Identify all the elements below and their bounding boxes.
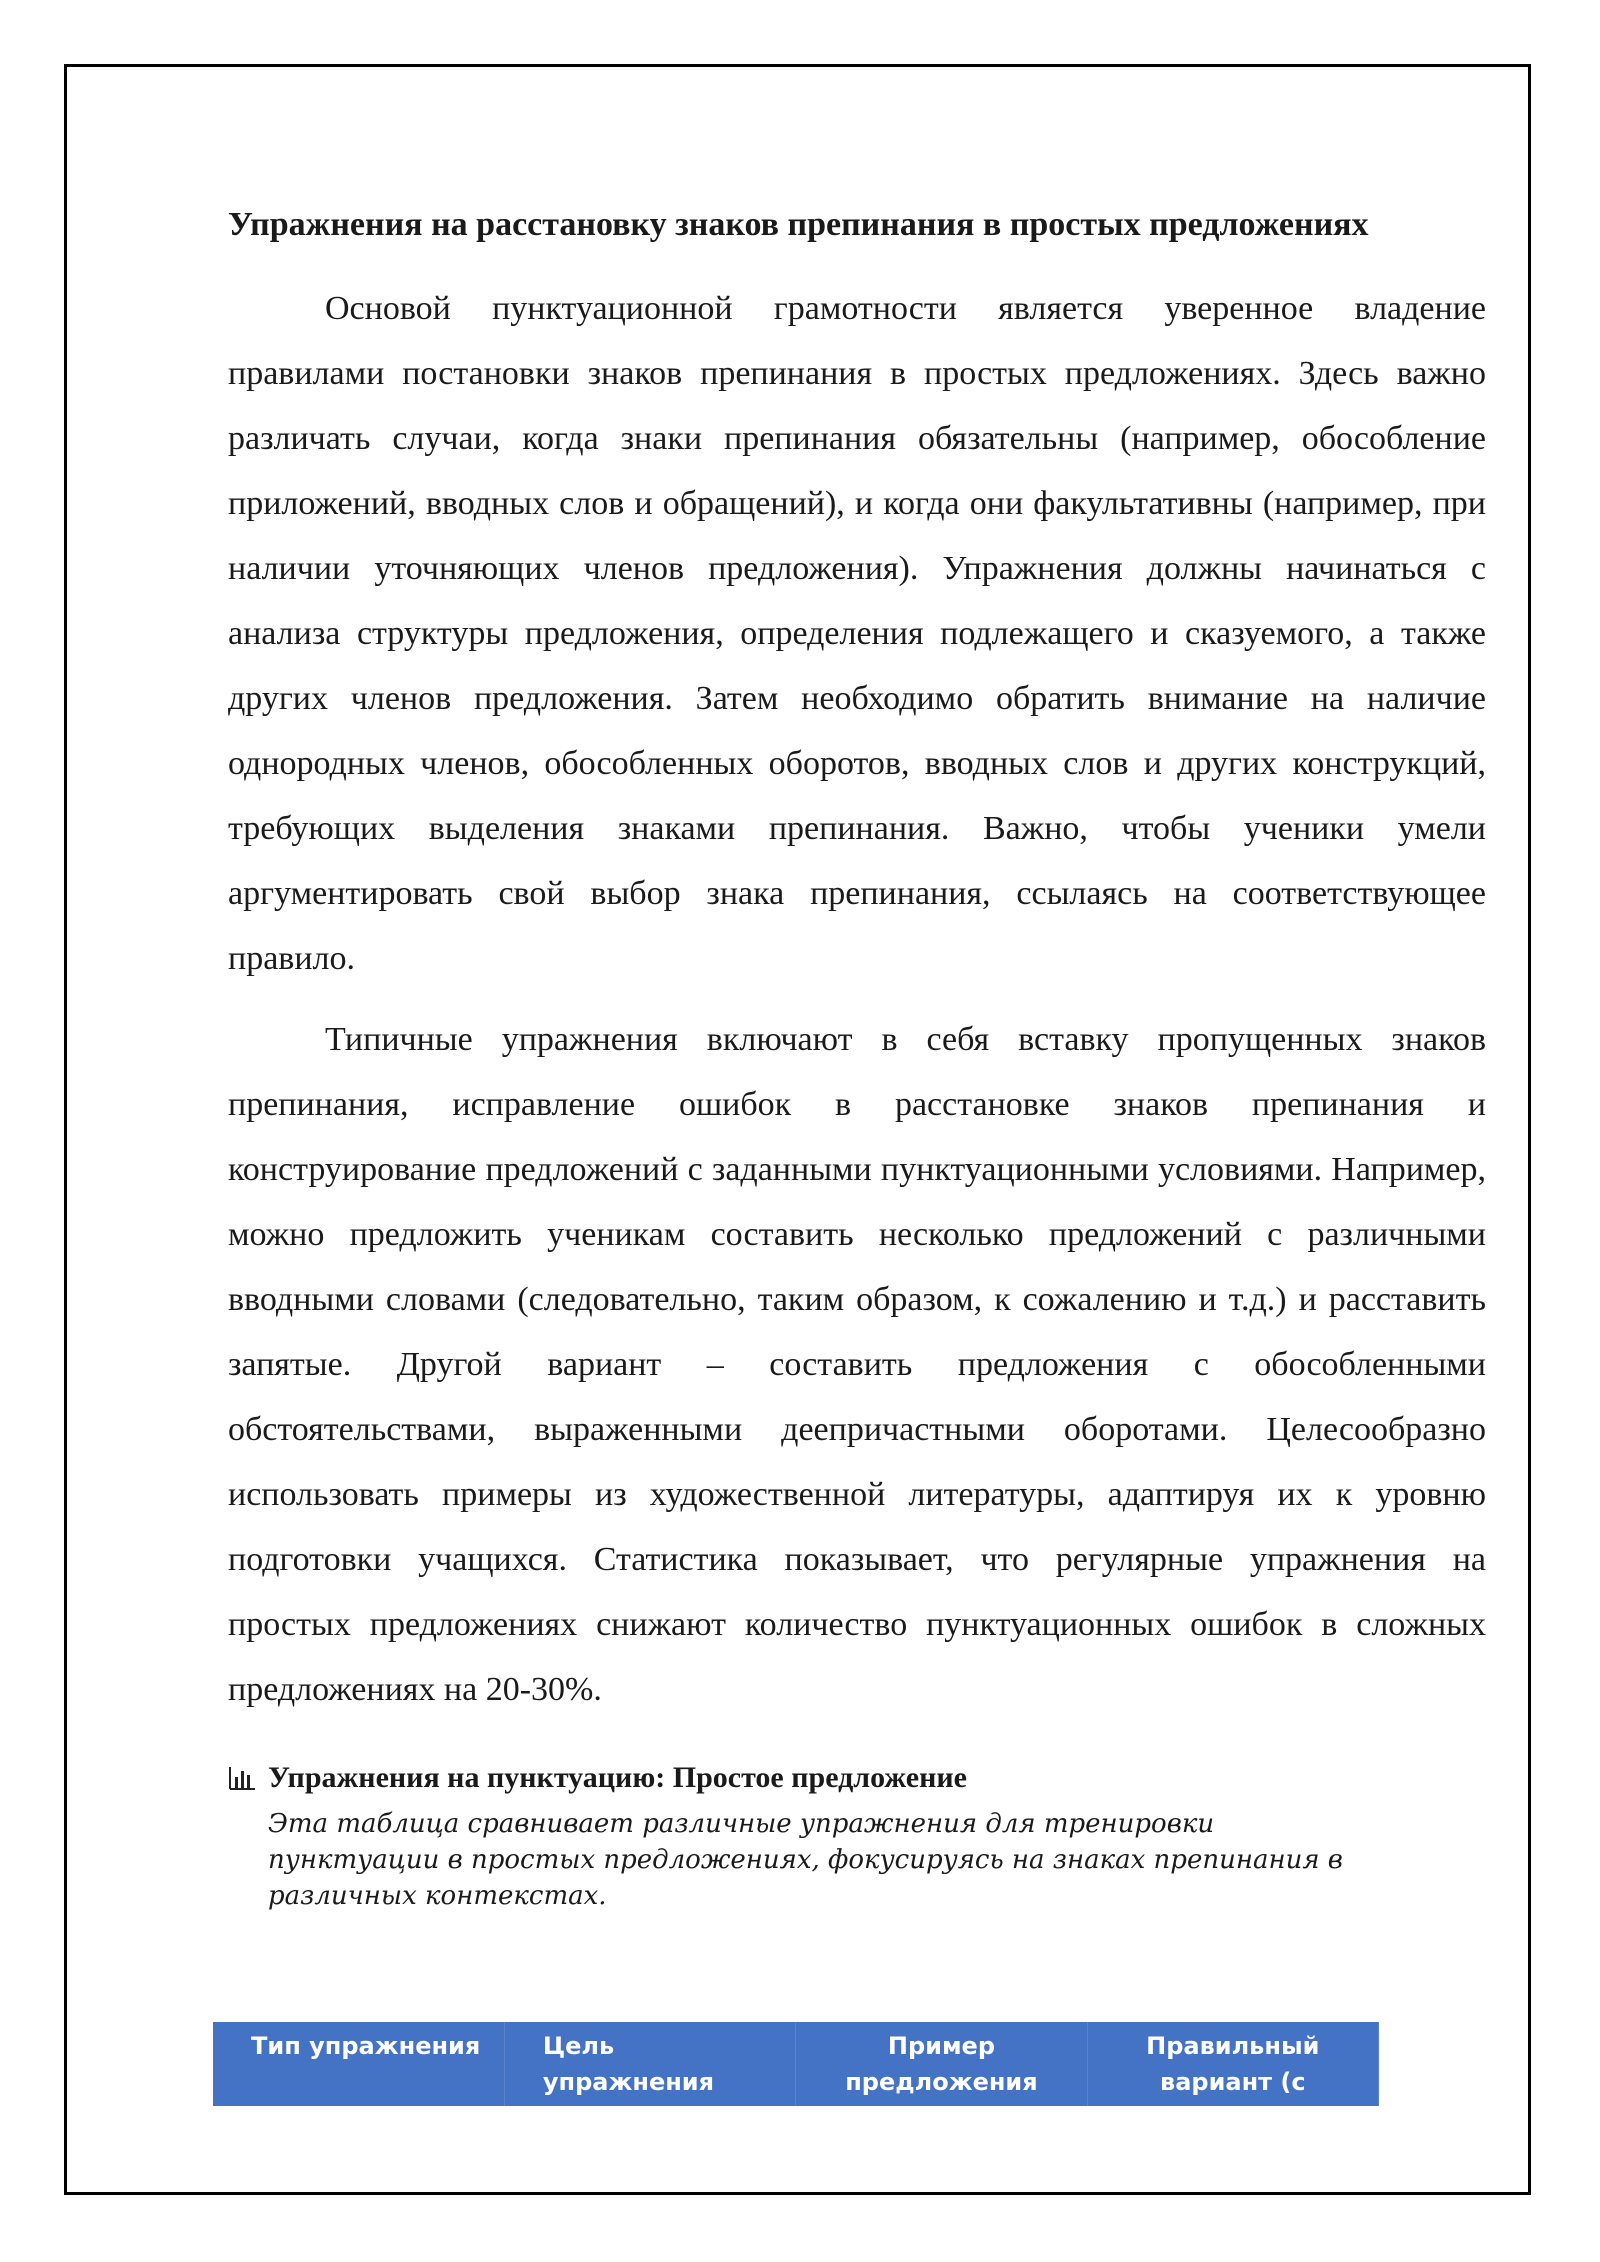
table-title: Упражнения на пунктуацию: Простое предложение (268, 1761, 967, 1794)
table-description: Эта таблица сравнивает различные упражнения для тренировки пунктуации в простых предложениях, фокусируясь на знаках препинания в различных контекстах. (268, 1809, 1343, 1911)
column-header-example: Пример предложения (796, 2022, 1087, 2106)
paragraph-2: Типичные упражнения включают в себя вставку пропущенных знаков препинания, исправление ошибок в расстановке знаков препинания и конструирование предложений с заданными пунктуационными условиями. Например, можно предложить ученикам составить несколько предложений с различными вводными словами (следовательно, таким образом, к сожалению и т.д.) и расставить запятые. Другой вариант – составить предложения с обособленными обстоятельствами, выраженными деепричастными оборотами. Целесообразно использовать примеры из художественной литературы, адаптируя их к уровню подготовки учащихся. Статистика показывает, что регулярные упражнения на простых предложениях снижают количество пунктуационных ошибок в сложных предложениях на 20-30%. (228, 1021, 1486, 1708)
bar-chart-icon (228, 1765, 256, 1791)
column-header-correct: Правильный вариант (с (1087, 2022, 1378, 2106)
table-header-row (213, 2022, 1379, 2106)
exercise-table (213, 2022, 1379, 2106)
column-header-goal: Цель упражнения (504, 2022, 795, 2106)
table-caption (228, 1758, 1486, 1798)
paragraph-1: Основой пунктуационной грамотности является уверенное владение правилами постановки знаков препинания в простых предложениях. Здесь важно различать случаи, когда знаки препинания обязательны (например, обособление приложений, вводных слов и обращений), и когда они факультативны (например, при наличии уточняющих членов предложения). Упражнения должны начинаться с анализа структуры предложения, определения подлежащего и сказуемого, а также других членов предложения. Затем необходимо обратить внимание на наличие однородных членов, обособленных оборотов, вводных слов и других конструкций, требующих выделения знаками препинания. Важно, чтобы ученики умели аргументировать свой выбор знака препинания, ссылаясь на соответствующее правило. (228, 290, 1486, 977)
column-header-type: Тип упражнения (213, 2022, 504, 2106)
section-title: Упражнения на расстановку знаков препинания в простых предложениях (228, 206, 1369, 243)
document-body (228, 200, 1486, 1914)
